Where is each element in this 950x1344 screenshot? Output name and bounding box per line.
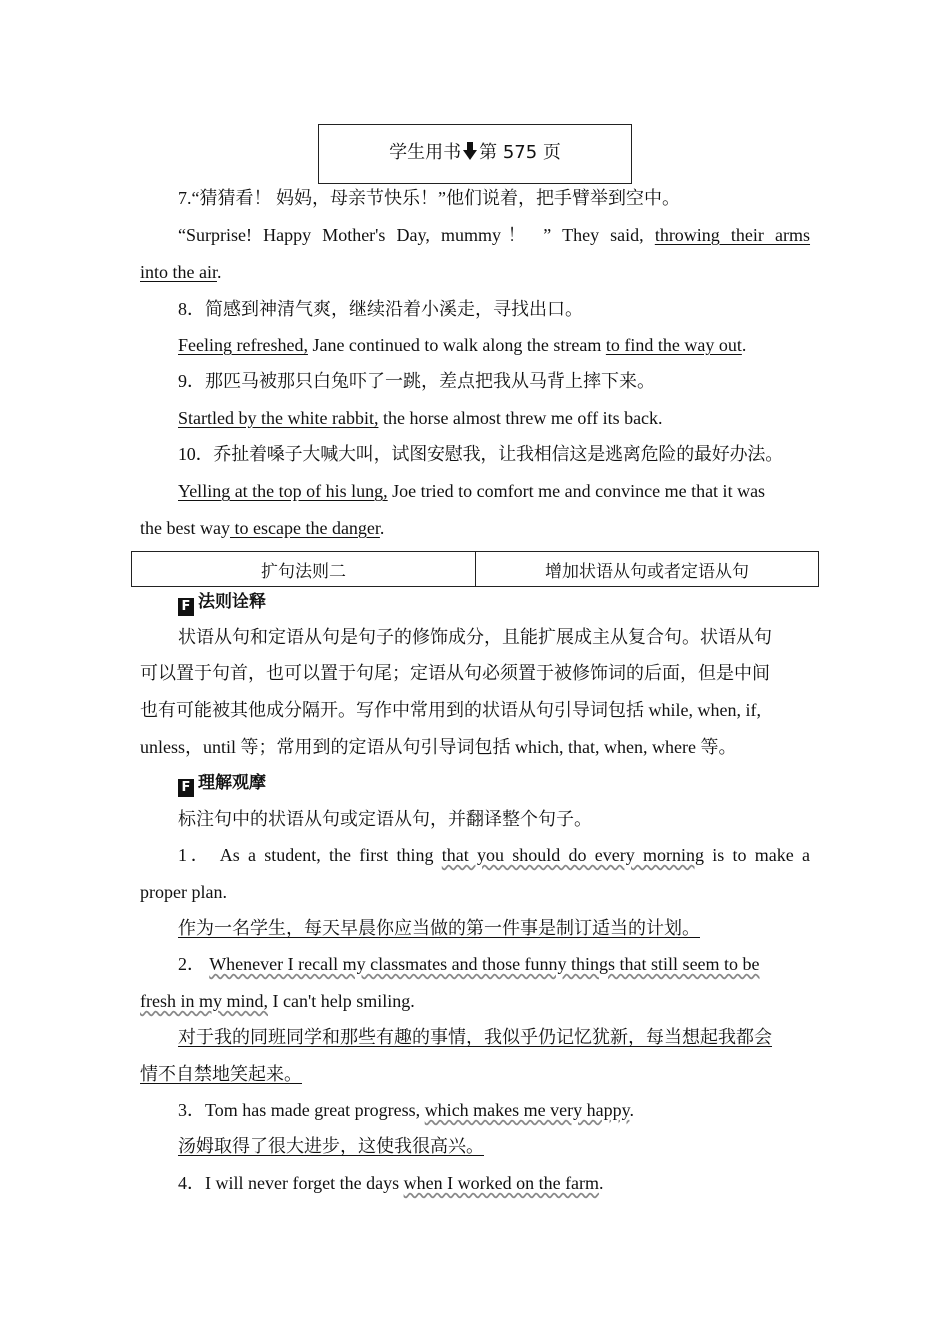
f-badge-icon: F <box>178 779 194 797</box>
example-3-english: 3．Tom has made great progress, which makes me very happy. <box>178 1100 634 1120</box>
down-arrow-icon <box>463 127 477 183</box>
ref-page: 第 575 页 <box>479 142 561 163</box>
ref-prefix: 学生用书 <box>389 142 462 163</box>
exercise-instruction: 标注句中的状语从句或定语从句，并翻译整个句子。 <box>178 809 592 829</box>
section-rule-explanation-heading <box>178 590 810 616</box>
explanation-line-1: 状语从句和定语从句是句子的修饰成分，且能扩展成主从复合句。状语从句 <box>178 627 772 647</box>
example-1-line1: 1． As a student, the first thing that you should do every morning is to make a <box>178 845 810 865</box>
rule-name-cell: 扩句法则二 <box>132 552 476 587</box>
example-2-line1: 2． Whenever I recall my classmates and those funny things that still seem to be <box>178 954 760 974</box>
item-9-english: Startled by the white rabbit, the horse almost threw me off its back. <box>178 408 663 428</box>
item-9-chinese: 9．那匹马被那只白兔吓了一跳，差点把我从马背上摔下来。 <box>178 371 655 391</box>
item-7-chinese: 7.“猜猜看！ 妈妈，母亲节快乐！”他们说着，把手臂举到空中。 <box>178 188 680 208</box>
section-title: 理解观摩 <box>198 773 266 793</box>
explanation-line-2: 可以置于句首，也可以置于句尾；定语从句必须置于被修饰词的后面，但是中间 <box>140 663 770 683</box>
explanation-line-4: unless，until 等；常用到的定语从句引导词包括 which, that, when, where 等。 <box>140 737 737 757</box>
example-3-translation: 汤姆取得了很大进步，这使我很高兴。 <box>178 1136 484 1156</box>
item-10-english-line2: the best way to escape the danger. <box>140 518 385 538</box>
page-reference-box <box>318 124 632 184</box>
item-7-english-line1: “Surprise! Happy Mother's Day, mummy！ ” They said, throwing their arms <box>178 225 811 245</box>
item-7-english-line2: into the air. <box>140 262 222 282</box>
example-2-translation-line1: 对于我的同班同学和那些有趣的事情，我似乎仍记忆犹新，每当想起我都会 <box>178 1027 772 1047</box>
example-1-line2: proper plan. <box>140 882 227 902</box>
explanation-line-3: 也有可能被其他成分隔开。写作中常用到的状语从句引导词包括 while, when, if, <box>140 700 761 720</box>
example-2-line2: fresh in my mind, I can't help smiling. <box>140 991 415 1011</box>
item-10-chinese: 10．乔扯着嗓子大喊大叫，试图安慰我，让我相信这是逃离危险的最好办法。 <box>178 444 783 464</box>
section-observe-heading <box>178 771 810 797</box>
example-4-english: 4．I will never forget the days when I worked on the farm. <box>178 1173 604 1193</box>
example-2-translation-line2: 情不自禁地笑起来。 <box>140 1064 302 1084</box>
rule-desc-cell: 增加状语从句或者定语从句 <box>476 552 819 587</box>
item-8-chinese: 8．简感到神清气爽，继续沿着小溪走，寻找出口。 <box>178 299 583 319</box>
section-title: 法则诠释 <box>198 592 266 612</box>
rule-table <box>131 551 819 587</box>
item-10-english-line1: Yelling at the top of his lung, Joe tried to comfort me and convince me that it was <box>178 481 766 501</box>
example-1-translation: 作为一名学生，每天早晨你应当做的第一件事是制订适当的计划。 <box>178 918 700 938</box>
item-8-english: Feeling refreshed, Jane continued to walk along the stream to find the way out. <box>178 335 747 355</box>
f-badge-icon: F <box>178 598 194 616</box>
